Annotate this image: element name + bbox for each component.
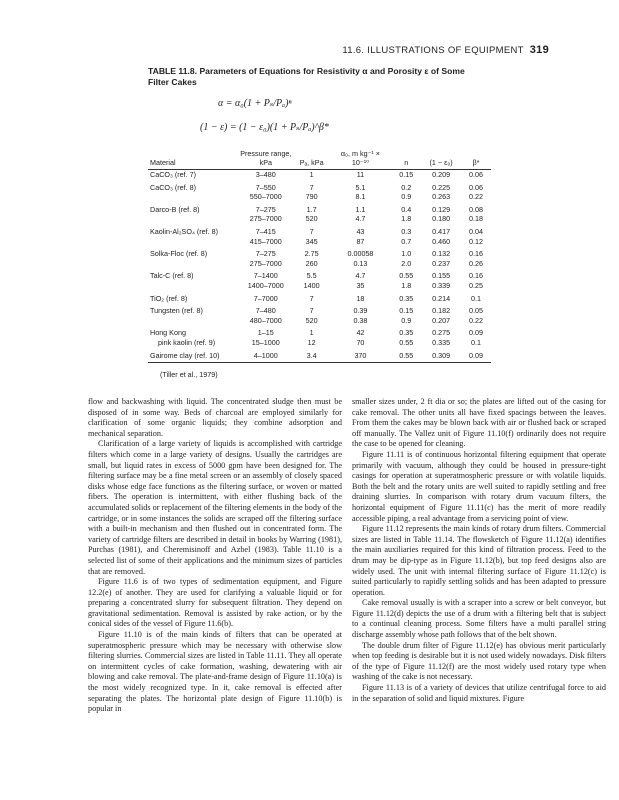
cell-material bbox=[148, 259, 238, 269]
cell-eps0: 0.417 bbox=[432, 226, 451, 236]
paragraph: flow and backwashing with liquid. The concentrated sludge then must be disposed of in some way. Beds of charcoal are employed similarly for clarification of some organic liquids; they combine adsorption and mechanical separation. bbox=[88, 397, 342, 438]
table-header-row bbox=[148, 148, 491, 170]
table-row bbox=[148, 246, 491, 259]
cell-range: 275–7000 bbox=[249, 214, 282, 224]
cell-beta: 0.06 bbox=[469, 182, 484, 192]
cell-range: 1400–7000 bbox=[247, 280, 284, 290]
cell-pa: 790 bbox=[305, 192, 318, 202]
cell-material bbox=[148, 192, 238, 202]
cell-alpha0: 0.39 bbox=[353, 306, 368, 316]
cell-alpha0: 5.1 bbox=[355, 182, 366, 192]
cell-pa: 345 bbox=[305, 236, 318, 246]
cell-material: Gairome clay (ref. 10) bbox=[148, 348, 238, 363]
cell-range: 7–275 bbox=[255, 204, 276, 214]
cell-alpha0: 4.7 bbox=[355, 214, 366, 224]
section-title: 11.6. ILLUSTRATIONS OF EQUIPMENT bbox=[342, 45, 524, 56]
cell-pa: 260 bbox=[305, 258, 318, 268]
page-number: 319 bbox=[529, 44, 549, 56]
cell-range: 7–550 bbox=[255, 182, 276, 192]
cell-eps0: 0.237 bbox=[432, 258, 451, 268]
cell-pa: 7 bbox=[309, 182, 314, 192]
table-label: TABLE 11.8. bbox=[148, 66, 198, 76]
cell-eps0: 0.207 bbox=[432, 315, 451, 325]
cell-alpha0: 370 bbox=[330, 348, 392, 363]
cell-material bbox=[148, 281, 238, 291]
cell-beta: 0.05 bbox=[469, 306, 484, 316]
table-row bbox=[148, 291, 491, 304]
cell-eps0: 0.155 bbox=[432, 271, 451, 281]
cell-range: 15–1000 bbox=[251, 337, 280, 347]
cell-eps0: 0.339 bbox=[432, 280, 451, 290]
body-column-left bbox=[88, 397, 342, 715]
col-material: Material bbox=[148, 148, 238, 170]
cell-material: Solka-Floc (ref. 8) bbox=[150, 249, 208, 259]
cell-beta: 0.08 bbox=[469, 204, 484, 214]
cell-range: 3–480 bbox=[255, 170, 276, 179]
col-n: n bbox=[391, 148, 421, 170]
cell-alpha0: 35 bbox=[356, 280, 365, 290]
table-row bbox=[148, 237, 491, 247]
cell-beta: 0.06 bbox=[469, 170, 484, 179]
cell-pa: 5.5 bbox=[306, 271, 317, 281]
col-pressure: Pressure range, kPa bbox=[238, 148, 294, 170]
cell-eps0: 0.309 bbox=[421, 348, 461, 363]
cell-eps0: 0.460 bbox=[432, 236, 451, 246]
cell-n: 0.7 bbox=[401, 236, 412, 246]
cell-material: Hong Kong bbox=[150, 328, 186, 338]
running-header bbox=[342, 44, 549, 56]
cell-eps0: 0.180 bbox=[432, 214, 451, 224]
cell-eps0: 0.335 bbox=[432, 337, 451, 347]
paragraph: Figure 11.11 is of continuous horizontal filtering equipment that operate primarily with vacuum, although they could be housed in pressure-tight casings for operation at superatmospheric pressure or with volatile liquids. Both the belt and the rotary units are well suited to rapidly settling and free draining slurries. In comparison with rotary drum vacuum filters, the horizontal equipment of Figure 11.11(c) has the merit of more readily accessible piping, a real advantage from a servicing point of view. bbox=[352, 449, 606, 523]
paragraph: Cake removal usually is with a scraper into a screw or belt conveyor, but Figure 11.12(d) depicts the use of a drum with a filtering belt that is subject to a continual cleaning process. Some filters have a multi parallel string discharge assembly whose path follows that of the belt shown. bbox=[352, 598, 606, 640]
table-caption bbox=[148, 66, 478, 88]
cell-material bbox=[148, 316, 238, 326]
equation-porosity: (1 − ε) = (1 − ε₀)(1 + Pₛ/Pₐ)^β* bbox=[200, 122, 329, 133]
cell-n: 0.35 bbox=[399, 293, 414, 303]
cell-material: CaCO₃ (ref. 7) bbox=[150, 170, 197, 179]
cell-alpha0: 4.7 bbox=[355, 271, 366, 281]
cell-n: 0.9 bbox=[401, 192, 412, 202]
cell-pa: 3.4 bbox=[294, 348, 330, 363]
table-row bbox=[148, 281, 491, 291]
cell-range: 7–1400 bbox=[253, 271, 278, 281]
table-row bbox=[148, 325, 491, 338]
cell-alpha0: 42 bbox=[356, 328, 365, 338]
cell-material: Talc-C (ref. 8) bbox=[150, 271, 194, 281]
table-row bbox=[148, 170, 491, 180]
table-row bbox=[148, 268, 491, 281]
cell-pa: 7 bbox=[309, 293, 314, 303]
cell-n: 0.2 bbox=[401, 182, 412, 192]
cell-range: 7–480 bbox=[255, 306, 276, 316]
col-eps0: (1 − ε₀) bbox=[421, 148, 461, 170]
cell-eps0: 0.182 bbox=[432, 306, 451, 316]
cell-pa: 1.7 bbox=[306, 204, 317, 214]
cell-n: 0.55 bbox=[399, 337, 414, 347]
table-row bbox=[148, 316, 491, 326]
table-title: Parameters of Equations for Resistivity α and Porosity ε of Some Filter Cakes bbox=[148, 66, 465, 87]
table-row bbox=[148, 224, 491, 237]
parameter-table bbox=[148, 148, 491, 363]
cell-material: CaCO₃ (ref. 8) bbox=[150, 182, 197, 192]
cell-range: 275–7000 bbox=[249, 258, 282, 268]
cell-range: 1–15 bbox=[257, 328, 274, 338]
cell-alpha0: 0.38 bbox=[353, 315, 368, 325]
cell-n: 0.3 bbox=[401, 226, 412, 236]
col-beta: β* bbox=[461, 148, 491, 170]
cell-n: 0.4 bbox=[401, 204, 412, 214]
table-row bbox=[148, 348, 491, 363]
cell-material: pink kaolin (ref. 9) bbox=[158, 337, 216, 347]
cell-n: 0.9 bbox=[401, 315, 412, 325]
table-row bbox=[148, 303, 491, 316]
cell-beta: 0.09 bbox=[461, 348, 491, 363]
cell-beta: 0.12 bbox=[469, 236, 484, 246]
cell-pa: 1400 bbox=[303, 280, 320, 290]
cell-range: 7–275 bbox=[255, 249, 276, 259]
paragraph: Figure 11.6 is of two types of sedimentation equipment, and Figure 12.2(e) of another. They are used for clarifying a valuable liquid or for preparing a concentrated slurry for subsequent filtration. They depend on gravitational sedimentation. Removal is assisted by rake action, or by the conical sides of the vessel of Figure 11.6(b). bbox=[88, 577, 342, 629]
cell-n: 0.55 bbox=[399, 271, 414, 281]
paragraph: Clarification of a large variety of liquids is accomplished with cartridge filters which come in a large variety of designs. Usually the cartridges are small, but liquid rates in excess of 5000 gpm have been designed for. The filtering surface may be a fine metal screen or an assembly of closely spaced disks whose edge face functions as the filtering surface, or woven or matted fibers. The operation is intermittent, with either flushing back of the accumulated solids or replacement of the filtering elements in the body of the cartridge, or in some instances the solids are scraped off the filtering surface with a built-in mechanism and then flushed out in concentrated form. The variety of cartridge filters are described in detail in books by Warring (1981), Purchas (1981), and Cheremisinoff and Azbel (1983). Table 11.10 is a selected list of some of their applications and the minimum sizes of particles that are removed. bbox=[88, 439, 342, 576]
cell-beta: 0.18 bbox=[469, 214, 484, 224]
cell-pa: 520 bbox=[305, 315, 318, 325]
cell-range: 7–415 bbox=[255, 226, 276, 236]
cell-material bbox=[148, 214, 238, 224]
paragraph: smaller sizes under, 2 ft dia or so; the plates are lifted out of the casing for cake removal. The other units all have fixed spacings between the leaves. From them the cakes may be blown back with air or flushed back or scraped off manually. The Vallez unit of Figure 11.10(f) ordinarily does not require the case to be opened for cleaning. bbox=[352, 397, 606, 449]
cell-beta: 0.09 bbox=[469, 328, 484, 338]
cell-n: 0.15 bbox=[399, 170, 414, 179]
cell-material: Darco-B (ref. 8) bbox=[150, 204, 200, 214]
cell-beta: 0.16 bbox=[469, 249, 484, 259]
table-source: (Tiller et al., 1979) bbox=[160, 370, 218, 379]
cell-alpha0: 87 bbox=[356, 236, 365, 246]
cell-eps0: 0.275 bbox=[432, 328, 451, 338]
cell-pa: 7 bbox=[309, 306, 314, 316]
paragraph: Figure 11.10 is of the main kinds of filters that can be operated at superatmospheric pressure which may be necessary with otherwise slow filtering slurries. Commercial sizes are listed in Table 11.11. They all operate on intermittent cycles of cake formation, washing, dewatering with air blowing and cake removal. The plate-and-frame design of Figure 11.10(a) is the most widely recognized type. In it, cake removal is effected after separating the plates. The horizontal plate design of Figure 11.10(b) is popular in bbox=[88, 630, 342, 714]
cell-alpha0: 11 bbox=[356, 170, 365, 179]
cell-pa: 1 bbox=[309, 170, 314, 179]
cell-alpha0: 43 bbox=[356, 226, 365, 236]
cell-pa: 12 bbox=[307, 337, 316, 347]
cell-pa: 7 bbox=[309, 226, 314, 236]
cell-alpha0: 0.13 bbox=[353, 258, 368, 268]
col-alpha0: α₀, m kg⁻¹ × 10⁻¹⁰ bbox=[330, 148, 392, 170]
equation-alpha: α = α₀(1 + Pₛ/Pₐ)ⁿ bbox=[218, 98, 292, 109]
table-row bbox=[148, 338, 491, 348]
cell-eps0: 0.263 bbox=[432, 192, 451, 202]
cell-eps0: 0.214 bbox=[432, 293, 451, 303]
cell-range: 480–7000 bbox=[249, 315, 282, 325]
paragraph: Figure 11.12 represents the main kinds of rotary drum filters. Commercial sizes are listed in Table 11.14. The flowsketch of Figure 11.12(a) identifies the main auxiliaries required for this kind of filtration process. Feed to the drum may be dip-type as in Figure 11.12(b), but top feed designs also are widely used. The unit with internal filtering surface of Figure 11.12(c) is suited particularly to rapidly settling solids and has been adapted to pressure operation. bbox=[352, 524, 606, 597]
cell-n: 1.0 bbox=[401, 249, 412, 259]
cell-material: Kaolin-Al₂SO₄ (ref. 8) bbox=[150, 226, 219, 236]
cell-n: 1.8 bbox=[401, 280, 412, 290]
cell-beta: 0.1 bbox=[471, 337, 482, 347]
cell-n: 0.35 bbox=[399, 328, 414, 338]
cell-beta: 0.1 bbox=[471, 293, 482, 303]
cell-eps0: 0.129 bbox=[432, 204, 451, 214]
paragraph: The double drum filter of Figure 11.12(e) has obvious merit particularly when top feeding is desirable but it is not used widely nowadays. Disk filters of the type of Figure 11.12(f) are the most widely used rotary type when washing of the cake is not necessary. bbox=[352, 640, 606, 682]
table-row bbox=[148, 180, 491, 193]
cell-material bbox=[148, 237, 238, 247]
cell-alpha0: 8.1 bbox=[355, 192, 366, 202]
cell-n: 2.0 bbox=[401, 258, 412, 268]
cell-beta: 0.04 bbox=[469, 226, 484, 236]
cell-beta: 0.22 bbox=[469, 315, 484, 325]
cell-eps0: 0.132 bbox=[432, 249, 451, 259]
table-row bbox=[148, 214, 491, 224]
cell-material: Tungsten (ref. 8) bbox=[150, 306, 203, 316]
cell-range: 7–7000 bbox=[253, 293, 278, 303]
cell-range: 4–1000 bbox=[238, 348, 294, 363]
cell-eps0: 0.209 bbox=[432, 170, 451, 179]
cell-alpha0: 0.00058 bbox=[347, 249, 374, 259]
cell-n: 0.55 bbox=[391, 348, 421, 363]
cell-alpha0: 18 bbox=[356, 293, 365, 303]
table-row bbox=[148, 259, 491, 269]
col-pa: Pₐ, kPa bbox=[294, 148, 330, 170]
cell-alpha0: 70 bbox=[356, 337, 365, 347]
cell-range: 550–7000 bbox=[249, 192, 282, 202]
cell-material: TiO₂ (ref. 8) bbox=[150, 293, 188, 303]
cell-beta: 0.16 bbox=[469, 271, 484, 281]
paragraph: Figure 11.13 is of a variety of devices that utilize centrifugal force to aid in the separation of solid and liquid mixtures. Figure bbox=[352, 683, 606, 703]
cell-n: 1.8 bbox=[401, 214, 412, 224]
cell-beta: 0.25 bbox=[469, 280, 484, 290]
table-row bbox=[148, 192, 491, 202]
cell-beta: 0.26 bbox=[469, 258, 484, 268]
cell-n: 0.15 bbox=[399, 306, 414, 316]
cell-range: 415–7000 bbox=[249, 236, 282, 246]
cell-alpha0: 1.1 bbox=[355, 204, 366, 214]
cell-beta: 0.22 bbox=[469, 192, 484, 202]
cell-eps0: 0.225 bbox=[432, 182, 451, 192]
body-column-right bbox=[352, 397, 606, 704]
cell-pa: 520 bbox=[305, 214, 318, 224]
table-row bbox=[148, 202, 491, 215]
cell-pa: 1 bbox=[309, 328, 314, 338]
cell-pa: 2.75 bbox=[304, 249, 319, 259]
